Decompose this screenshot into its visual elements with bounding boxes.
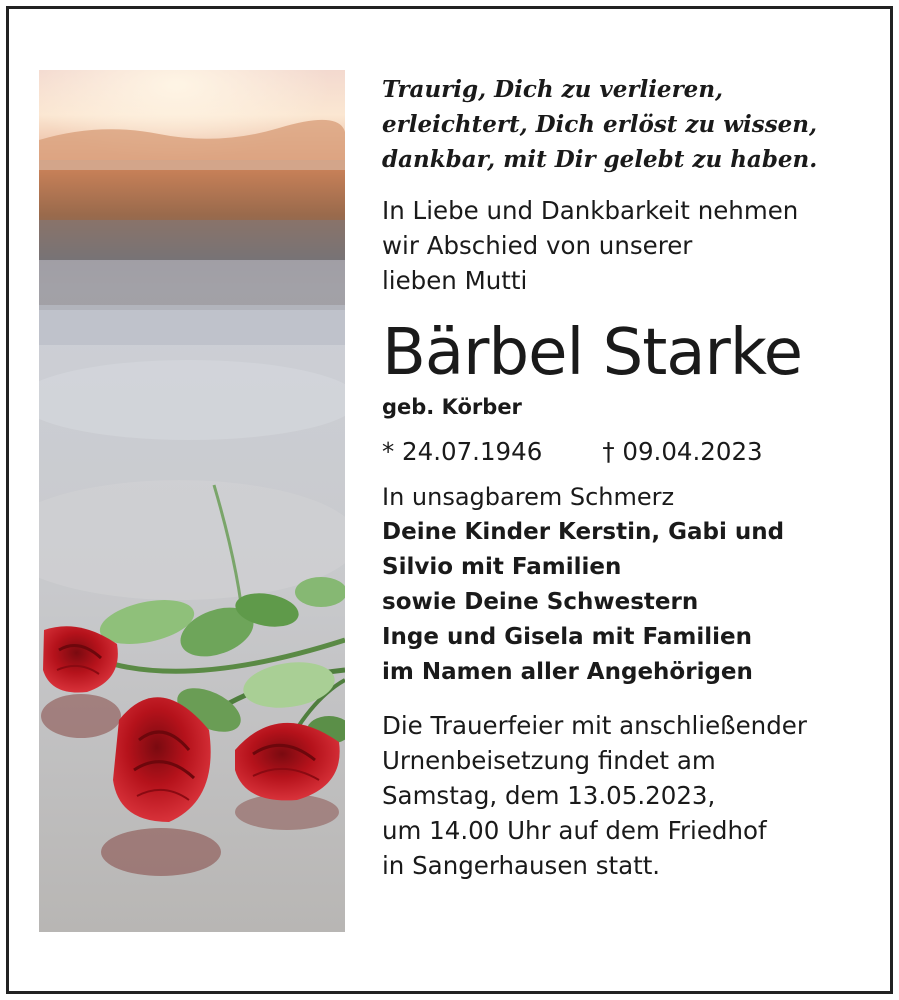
- death-date: † 09.04.2023: [602, 437, 763, 466]
- verse-line: Traurig, Dich zu verlieren,: [382, 76, 724, 103]
- funeral-service-info: [382, 708, 862, 883]
- birth-name: geb. Körber: [382, 395, 522, 419]
- rose: [101, 697, 221, 876]
- mourner-line: im Namen aller Angehörigen: [382, 659, 753, 685]
- farewell-intro: [382, 193, 862, 298]
- mourners: [382, 480, 862, 690]
- verse-line: erleichtert, Dich erlöst zu wissen,: [382, 111, 818, 138]
- service-line: in Sangerhausen statt.: [382, 851, 661, 880]
- mourners-opening: In unsagbarem Schmerz: [382, 483, 675, 511]
- roses-on-water-photo: [39, 70, 345, 932]
- rose: [235, 723, 340, 830]
- mourner-line: sowie Deine Schwestern: [382, 589, 699, 615]
- service-line: Die Trauerfeier mit anschließender: [382, 711, 807, 740]
- mourner-line: Deine Kinder Kerstin, Gabi und: [382, 519, 785, 545]
- deceased-name: Bärbel Starke: [382, 316, 802, 390]
- verse-line: dankbar, mit Dir gelebt zu haben.: [382, 146, 818, 173]
- intro-line: In Liebe und Dankbarkeit nehmen: [382, 196, 799, 225]
- birth-date: * 24.07.1946: [382, 437, 543, 466]
- service-line: um 14.00 Uhr auf dem Friedhof: [382, 816, 767, 845]
- intro-line: wir Abschied von unserer: [382, 231, 693, 260]
- intro-line: lieben Mutti: [382, 266, 528, 295]
- life-dates: [382, 434, 862, 470]
- mourner-line: Inge und Gisela mit Familien: [382, 624, 753, 650]
- service-line: Urnenbeisetzung findet am: [382, 746, 716, 775]
- mourner-line: Silvio mit Familien: [382, 554, 622, 580]
- notice-text: [382, 70, 862, 883]
- verse: [382, 72, 862, 177]
- service-line: Samstag, dem 13.05.2023,: [382, 781, 716, 810]
- leaf: [295, 577, 345, 607]
